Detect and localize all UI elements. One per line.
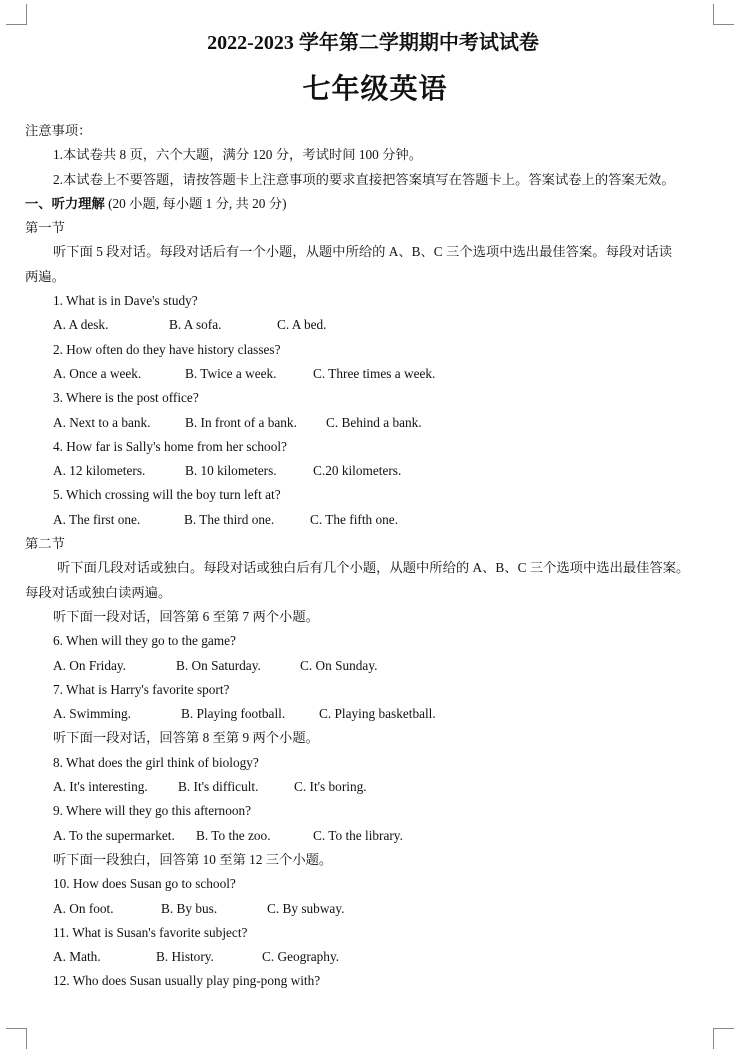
option-b: B. Twice a week. xyxy=(185,365,277,381)
option-c: C. Behind a bank. xyxy=(326,414,422,430)
group-instruction: 听下面一段对话，回答第 6 至第 7 两个小题。 xyxy=(53,608,319,624)
question: 2. How often do they have history classes? xyxy=(53,341,281,357)
option-a: A. It's interesting. xyxy=(53,779,148,795)
question-options xyxy=(25,362,725,386)
option-b: B. Playing football. xyxy=(181,706,286,722)
group-instruction: 听下面一段独白，回答第 10 至第 12 三个小题。 xyxy=(53,851,333,867)
option-c: C. To the library. xyxy=(313,827,403,843)
section-note: (20 小题, 每小题 1 分, 共 20 分) xyxy=(104,195,287,211)
question: 12. Who does Susan usually play ping-pong with? xyxy=(53,973,321,989)
part-label: 第一节 xyxy=(25,220,65,236)
option-b: B. A sofa. xyxy=(169,317,222,333)
option-b: B. 10 kilometers. xyxy=(185,463,277,479)
option-c: C. It's boring. xyxy=(294,779,367,795)
part-instruction: 听下面几段对话或独白。每段对话或独白后有几个小题，从题中所给的 A、B、C 三个选项中选出最佳答案。 xyxy=(57,560,690,576)
question-options xyxy=(25,654,725,678)
exam-content xyxy=(25,26,725,994)
option-a: A. Math. xyxy=(53,949,101,965)
option-c: C. A bed. xyxy=(277,317,327,333)
option-a: A. Swimming. xyxy=(53,706,131,722)
option-c: C. Geography. xyxy=(262,949,340,965)
question: 8. What does the girl think of biology? xyxy=(53,754,259,770)
option-c: C. By subway. xyxy=(267,900,345,916)
option-a: A. On Friday. xyxy=(53,657,127,673)
crop-mark-bottom-right xyxy=(713,1028,734,1049)
crop-mark-bottom-left xyxy=(6,1028,27,1049)
notice-item: 1.本试卷共 8 页，六个大题，满分 120 分，考试时间 100 分钟。 xyxy=(53,147,422,163)
notice-item: 2.本试卷上不要答题，请按答题卡上注意事项的要求直接把答案填写在答题卡上。答案试卷上的答案无效。 xyxy=(53,171,675,187)
crop-mark-top-right xyxy=(713,4,734,25)
question-options xyxy=(25,508,725,532)
option-b: B. The third one. xyxy=(184,511,275,527)
question: 6. When will they go to the game? xyxy=(53,633,236,649)
section-title: 一、听力理解 xyxy=(25,195,105,211)
option-a: A. The first one. xyxy=(53,511,141,527)
option-a: A. On foot. xyxy=(53,900,114,916)
option-a: A. 12 kilometers. xyxy=(53,463,146,479)
option-c: C. Three times a week. xyxy=(313,365,436,381)
notice-label: 注意事项： xyxy=(25,123,92,138)
option-b: B. In front of a bank. xyxy=(185,414,297,430)
option-c: C. The fifth one. xyxy=(310,511,399,527)
question-options xyxy=(25,945,725,969)
question: 10. How does Susan go to school? xyxy=(53,876,236,892)
crop-mark-top-left xyxy=(6,4,27,25)
option-c: C. On Sunday. xyxy=(300,657,378,673)
question: 5. Which crossing will the boy turn left at? xyxy=(53,487,281,503)
exam-title: 2022-2023 学年第二学期期中考试试卷 xyxy=(207,32,539,54)
question-options xyxy=(25,411,725,435)
option-a: A. Next to a bank. xyxy=(53,414,151,430)
option-b: B. It's difficult. xyxy=(178,779,259,795)
question: 3. Where is the post office? xyxy=(53,390,199,406)
question-options xyxy=(25,775,725,799)
question: 1. What is in Dave's study? xyxy=(53,293,198,309)
question: 7. What is Harry's favorite sport? xyxy=(53,681,230,697)
question-options xyxy=(25,897,725,921)
option-a: A. To the supermarket. xyxy=(53,827,175,843)
question-options xyxy=(25,702,725,726)
option-b: B. On Saturday. xyxy=(176,657,261,673)
option-b: B. History. xyxy=(156,949,214,965)
part-instruction-cont: 两遍。 xyxy=(25,268,65,284)
option-a: A. A desk. xyxy=(53,317,109,333)
group-instruction: 听下面一段对话，回答第 8 至第 9 两个小题。 xyxy=(53,730,319,746)
section-heading xyxy=(25,192,725,216)
question-options xyxy=(25,313,725,337)
question: 9. Where will they go this afternoon? xyxy=(53,803,252,819)
part-instruction: 听下面 5 段对话。每段对话后有一个小题，从题中所给的 A、B、C 三个选项中选出最佳答案。每段对话读 xyxy=(53,244,673,260)
question-options xyxy=(25,824,725,848)
exam-subject: 七年级英语 xyxy=(302,74,448,105)
option-b: B. By bus. xyxy=(161,900,218,916)
option-c: C. Playing basketball. xyxy=(319,706,436,722)
part-label: 第二节 xyxy=(25,536,65,552)
question: 4. How far is Sally's home from her school? xyxy=(53,438,287,454)
question: 11. What is Susan's favorite subject? xyxy=(53,924,248,940)
question-options xyxy=(25,459,725,483)
part-instruction-cont: 每段对话或独白读两遍。 xyxy=(25,584,172,600)
option-a: A. Once a week. xyxy=(53,365,142,381)
option-c: C.20 kilometers. xyxy=(313,463,402,479)
option-b: B. To the zoo. xyxy=(196,827,271,843)
